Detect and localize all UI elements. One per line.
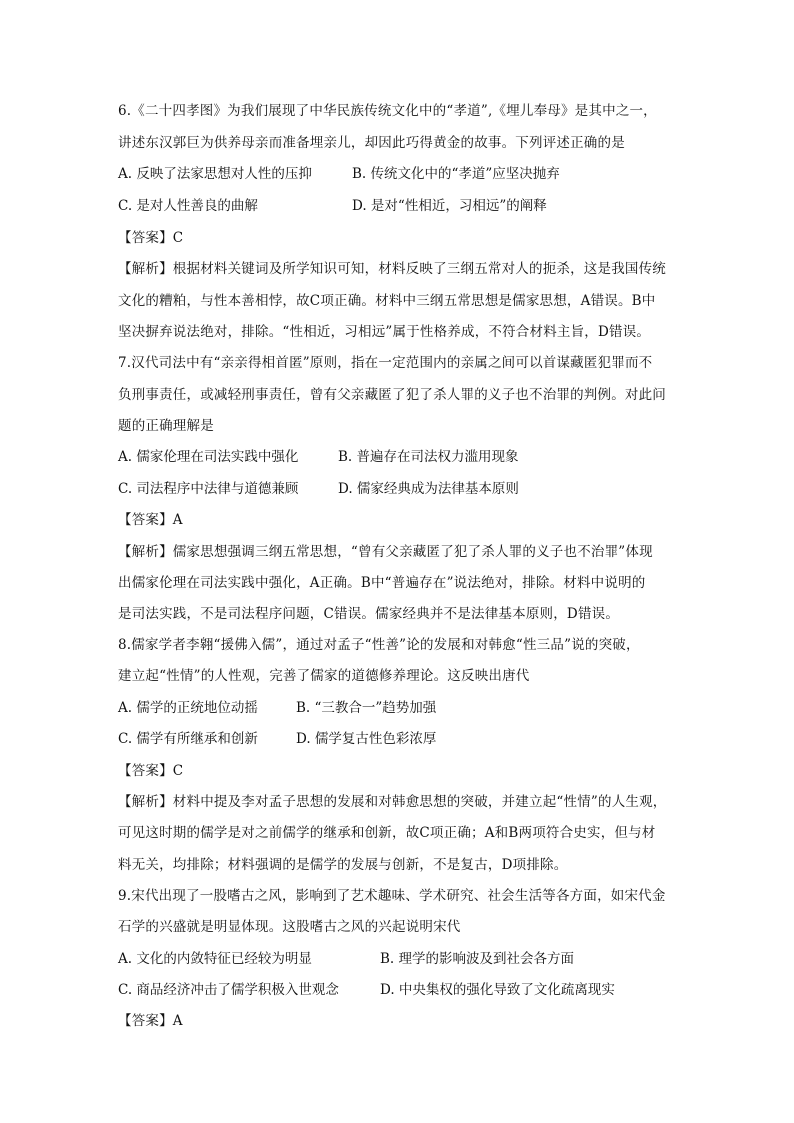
question-7-option-b: B. 普遍存在司法权力滥用现象 [338,449,519,465]
question-7-stem-line-2: 负刑事责任，或减轻刑事责任，曾有父亲藏匿了犯了杀人罪的义子也不治罪的判例。对此问 [118,387,666,403]
question-7-analysis-line-3: 是司法实践，不是司法程序问题，C错误。儒家经典并不是法律基本原则，D错误。 [118,606,620,622]
question-7-option-d: D. 儒家经典成为法律基本原则 [338,481,519,497]
question-9-option-a: A. 文化的内敛特征已经较为明显 [118,951,312,967]
question-8-analysis-line-3: 料无关，均排除；材料强调的是儒学的发展与创新，不是复古，D项排除。 [118,857,568,873]
question-6-analysis-line-1: 【解析】根据材料关键词及所学知识可知，材料反映了三纲五常对人的扼杀，这是我国传统 [118,261,666,277]
question-8-stem-line-1: 8.儒家学者李翱“援佛入儒”，通过对孟子“性善”论的发展和对韩愈“性三品”说的突破， [118,637,640,653]
question-7-option-a: A. 儒家伦理在司法实践中强化 [118,449,299,465]
question-8-answer: 【答案】C [118,763,184,779]
question-8-analysis-line-1: 【解析】材料中提及李对孟子思想的发展和对韩愈思想的突破，并建立起“性情”的人生观， [118,794,667,810]
question-7-option-c: C. 司法程序中法律与道德兼顾 [118,481,299,497]
question-8-option-a: A. 儒学的正统地位动摇 [118,700,258,716]
question-7-stem-line-1: 7.汉代司法中有“亲亲得相首匿”原则，指在一定范围内的亲属之间可以首谋藏匿犯罪而不 [118,355,653,371]
question-6-option-c: C. 是对人性善良的曲解 [118,198,258,214]
question-6-answer: 【答案】C [118,230,184,246]
question-6-analysis-line-3: 坚决摒弃说法绝对，排除。“性相近，习相远”属于性格养成，不符合材料主旨，D错误。 [118,324,651,340]
question-7-stem-line-3: 题的正确理解是 [118,418,214,434]
question-7-answer: 【答案】A [118,512,183,528]
question-7-analysis-line-1: 【解析】儒家思想强调三纲五常思想，“曾有父亲藏匿了犯了杀人罪的义子也不治罪”体现 [118,544,653,560]
question-6-option-b: B. 传统文化中的“孝道”应坚决抛弃 [352,166,560,182]
question-8-analysis-line-2: 可见这时期的儒学是对之前儒学的继承和创新，故C项正确；A和B两项符合史实，但与材 [118,825,656,841]
question-6-option-d: D. 是对“性相近，习相远”的阐释 [352,198,547,214]
question-9-option-d: D. 中央集权的强化导致了文化疏离现实 [380,982,615,998]
question-9-option-c: C. 商品经济冲击了儒学积极入世观念 [118,982,339,998]
question-6-analysis-line-2: 文化的糟粕，与性本善相悖，故C项正确。材料中三纲五常思想是儒家思想，A错误。B中 [118,293,656,309]
question-6-stem-line-2: 讲述东汉郭巨为供养母亲而准备埋亲儿，却因此巧得黄金的故事。下列评述正确的是 [118,135,625,151]
question-9-option-b: B. 理学的影响波及到社会各方面 [380,951,575,967]
question-8-option-d: D. 儒学复古性色彩浓厚 [296,731,437,747]
question-8-stem-line-2: 建立起“性情”的人性观，完善了儒家的道德修养理论。这反映出唐代 [118,668,530,684]
question-8-option-c: C. 儒学有所继承和创新 [118,731,258,747]
question-9-stem-line-1: 9.宋代出现了一股嗜古之风，影响到了艺术趣味、学术研究、社会生活等各方面，如宋代金 [118,888,666,904]
question-7-analysis-line-2: 出儒家伦理在司法实践中强化，A正确。B中“普遍存在”说法绝对，排除。材料中说明的 [118,575,646,591]
question-6-stem-line-1: 6.《二十四孝图》为我们展现了中华民族传统文化中的“孝道”,《埋儿奉母》是其中之一， [118,103,657,119]
question-8-option-b: B. “三教合一”趋势加强 [296,700,437,716]
question-6-option-a: A. 反映了法家思想对人性的压抑 [118,166,312,182]
question-9-answer: 【答案】A [118,1013,183,1029]
question-9-stem-line-2: 石学的兴盛就是明显体现。这股嗜古之风的兴起说明宋代 [118,919,461,935]
